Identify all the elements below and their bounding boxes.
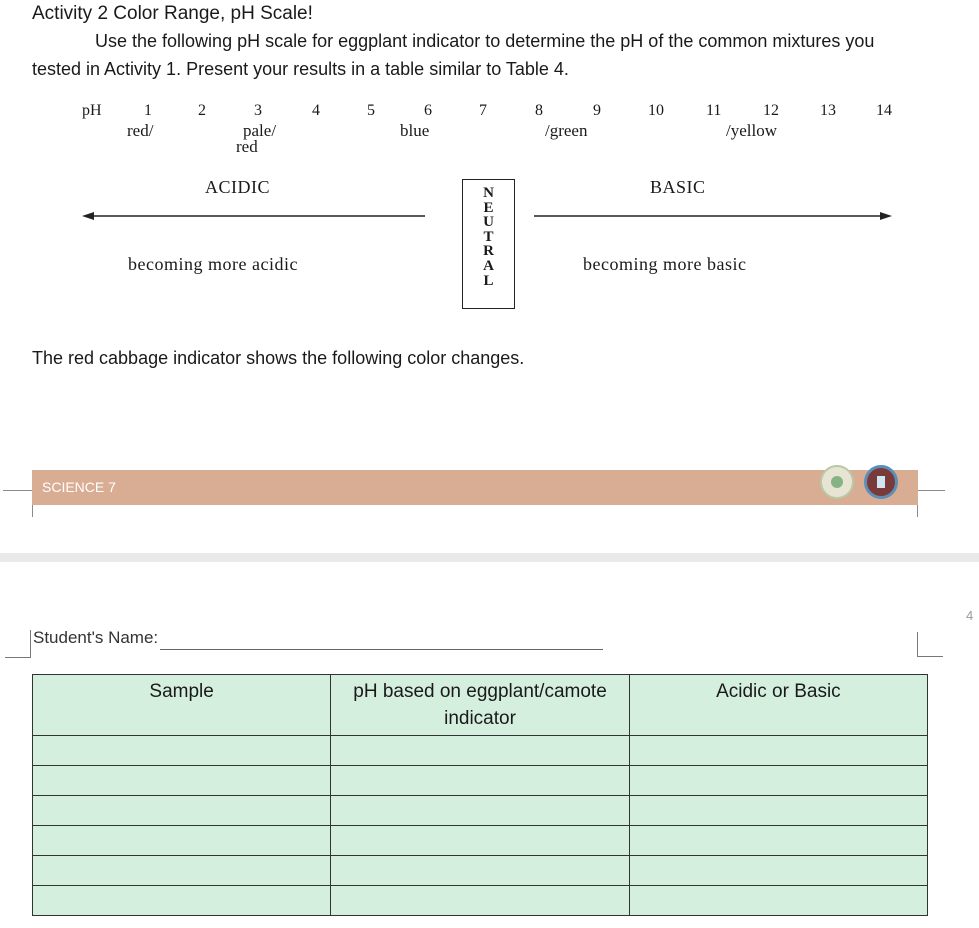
table-cell[interactable] bbox=[331, 796, 630, 826]
intro-line-2: tested in Activity 1. Present your results in a table similar to Table 4. bbox=[32, 59, 569, 79]
table-cell[interactable] bbox=[33, 856, 331, 886]
neutral-letter: R bbox=[483, 243, 494, 260]
division-seal-icon bbox=[864, 465, 898, 499]
color-red-label: red/ bbox=[127, 121, 154, 140]
activity-title: Activity 2 Color Range, pH Scale! bbox=[32, 3, 313, 24]
footer-rule-right bbox=[918, 490, 945, 491]
acidic-arrow bbox=[80, 208, 430, 224]
neutral-letter: U bbox=[483, 214, 494, 231]
ph-number: 14 bbox=[876, 102, 892, 119]
table-cell[interactable] bbox=[629, 886, 927, 916]
basic-arrow bbox=[532, 208, 894, 224]
color-pale-red-label: red bbox=[236, 137, 258, 156]
table-cell[interactable] bbox=[629, 736, 927, 766]
ph-number: 6 bbox=[424, 102, 432, 119]
intro-line-1: Use the following pH scale for eggplant indicator to determine the pH of the common mixtures you bbox=[95, 31, 875, 51]
table-row bbox=[33, 886, 928, 916]
table-cell[interactable] bbox=[629, 856, 927, 886]
footer-subject-label: SCIENCE 7 bbox=[42, 479, 116, 495]
footer-tick-left bbox=[32, 505, 33, 517]
ph-number: 9 bbox=[593, 102, 601, 119]
more-acidic-label: becoming more acidic bbox=[128, 254, 298, 274]
more-basic-label: becoming more basic bbox=[583, 254, 747, 274]
table-row bbox=[33, 856, 928, 886]
acidic-label: ACIDIC bbox=[205, 177, 270, 197]
school-seal-icon bbox=[820, 465, 854, 499]
header-ph: pH based on eggplant/camote indicator bbox=[331, 675, 630, 736]
page-number: 4 bbox=[966, 608, 974, 623]
table-cell[interactable] bbox=[331, 886, 630, 916]
ph-number: 7 bbox=[479, 102, 487, 119]
neutral-letter: T bbox=[483, 228, 494, 245]
corner-mark-right bbox=[917, 656, 943, 657]
table-cell[interactable] bbox=[629, 826, 927, 856]
ph-number: 8 bbox=[535, 102, 543, 119]
neutral-box bbox=[462, 179, 515, 309]
ph-number: 10 bbox=[648, 102, 664, 119]
footer-band bbox=[32, 470, 918, 505]
corner-mark-right bbox=[917, 632, 918, 657]
table-cell[interactable] bbox=[33, 766, 331, 796]
student-name-label: Student's Name: bbox=[33, 628, 159, 647]
ph-number: 11 bbox=[706, 102, 722, 119]
neutral-letter: L bbox=[483, 272, 494, 289]
table-cell[interactable] bbox=[331, 826, 630, 856]
header-acidic-basic: Acidic or Basic bbox=[629, 675, 927, 736]
color-green-label: /green bbox=[545, 121, 588, 140]
table-row bbox=[33, 766, 928, 796]
ph-number: 3 bbox=[254, 102, 262, 119]
table-cell[interactable] bbox=[33, 796, 331, 826]
cabbage-text: The red cabbage indicator shows the following color changes. bbox=[32, 348, 525, 368]
table-cell[interactable] bbox=[331, 766, 630, 796]
table-row bbox=[33, 736, 928, 766]
table-row bbox=[33, 796, 928, 826]
results-table bbox=[32, 674, 928, 916]
color-pale-label: pale/ bbox=[243, 121, 277, 140]
table-header-row bbox=[33, 675, 928, 736]
table-cell[interactable] bbox=[331, 856, 630, 886]
header-sample: Sample bbox=[33, 675, 331, 736]
ph-number: 12 bbox=[763, 102, 779, 119]
table-cell[interactable] bbox=[331, 736, 630, 766]
page-divider bbox=[0, 553, 979, 562]
color-blue-label: blue bbox=[400, 121, 430, 140]
color-yellow-label: /yellow bbox=[726, 121, 777, 140]
ph-number: 1 bbox=[144, 102, 152, 119]
table-cell[interactable] bbox=[629, 766, 927, 796]
ph-number: 13 bbox=[820, 102, 836, 119]
table-cell[interactable] bbox=[629, 796, 927, 826]
table-cell[interactable] bbox=[33, 826, 331, 856]
neutral-letter: A bbox=[483, 257, 494, 274]
footer-rule-left bbox=[3, 490, 32, 491]
neutral-letter: N bbox=[483, 185, 494, 201]
corner-mark-left bbox=[30, 630, 31, 658]
neutral-letter: E bbox=[483, 199, 494, 216]
ph-number: 5 bbox=[367, 102, 375, 119]
footer-tick-right bbox=[917, 505, 918, 517]
table-row bbox=[33, 826, 928, 856]
corner-mark-left bbox=[5, 657, 31, 658]
student-name-line[interactable] bbox=[160, 649, 603, 650]
ph-number: 2 bbox=[198, 102, 206, 119]
ph-label: pH bbox=[82, 102, 102, 119]
table-cell[interactable] bbox=[33, 886, 331, 916]
ph-number: 4 bbox=[312, 102, 320, 119]
basic-label: BASIC bbox=[650, 177, 706, 197]
table-cell[interactable] bbox=[33, 736, 331, 766]
